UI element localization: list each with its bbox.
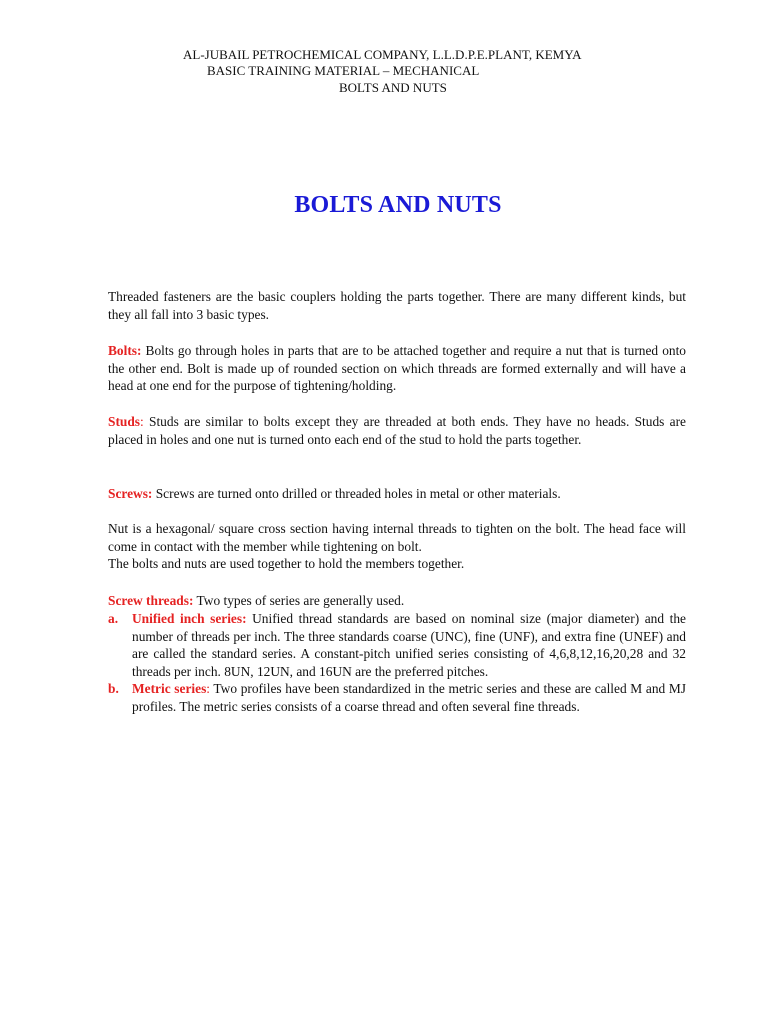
screws-term: Screws:: [108, 486, 153, 501]
list-item-metric: [108, 680, 686, 715]
studs-text: Studs are similar to bolts except they are threaded at both ends. They have no heads. Studs are placed in holes and one nut is turned onto each end of the stud to hold the parts together.: [108, 414, 686, 447]
nut-definition: Nut is a hexagonal/ square cross section having internal threads to tighten on the bolt. The head face will come in contact with the member while tightening on bolt.: [108, 521, 686, 554]
header-company-line: AL-JUBAIL PETROCHEMICAL COMPANY, L.L.D.P.E.PLANT, KEMYA: [183, 47, 582, 62]
metric-term: Metric series: [132, 681, 207, 697]
thread-series-list: [108, 610, 686, 716]
screw-threads-paragraph: [108, 592, 686, 610]
screws-paragraph: [108, 485, 686, 503]
screw-threads-text: Two types of series are generally used.: [193, 593, 405, 608]
screw-threads-term: Screw threads:: [108, 593, 194, 608]
header-material-line: BASIC TRAINING MATERIAL – MECHANICAL: [207, 63, 480, 78]
bolts-term: Bolts:: [108, 343, 142, 358]
studs-colon: :: [140, 414, 144, 429]
bolts-paragraph: [108, 342, 686, 395]
studs-term: Studs: [108, 414, 141, 429]
studs-paragraph: [108, 413, 686, 448]
document-title: BOLTS AND NUTS: [294, 192, 502, 218]
bolts-text: Bolts go through holes in parts that are to be attached together and require a nut that is turned onto the other end. Bolt is made up of rounded section on which threads are formed externally and will have a head at one end for the purpose of tightening/holding.: [108, 343, 686, 394]
metric-text: Two profiles have been standardized in the metric series and these are called M and MJ profiles. The metric series consists of a coarse thread and often several fine threads.: [132, 681, 686, 714]
list-marker: b.: [108, 681, 119, 697]
screws-text: Screws are turned onto drilled or threaded holes in metal or other materials.: [152, 486, 561, 501]
header-topic-line: BOLTS AND NUTS: [339, 80, 447, 95]
intro-paragraph: Threaded fasteners are the basic couplers holding the parts together. There are many different kinds, but they all fall into 3 basic types.: [108, 289, 686, 322]
unified-inch-text: Unified thread standards are based on nominal size (major diameter) and the number of threads per inch. The three standards coarse (UNC), fine (UNF), and extra fine (UNEF) and are called the standard series. A constant-pitch unified series consisting of 4,6,8,12,16,20,28 and 32 threads per inch. 8UN, 12UN, and 16UN are the preferred pitches.: [132, 611, 686, 679]
list-item-unified-inch: [108, 610, 686, 680]
list-marker: a.: [108, 611, 119, 626]
nut-paragraph: [108, 520, 686, 573]
metric-colon: :: [206, 681, 211, 697]
unified-inch-term: Unified inch series:: [132, 611, 247, 626]
nut-usage: The bolts and nuts are used together to hold the members together.: [108, 556, 465, 572]
